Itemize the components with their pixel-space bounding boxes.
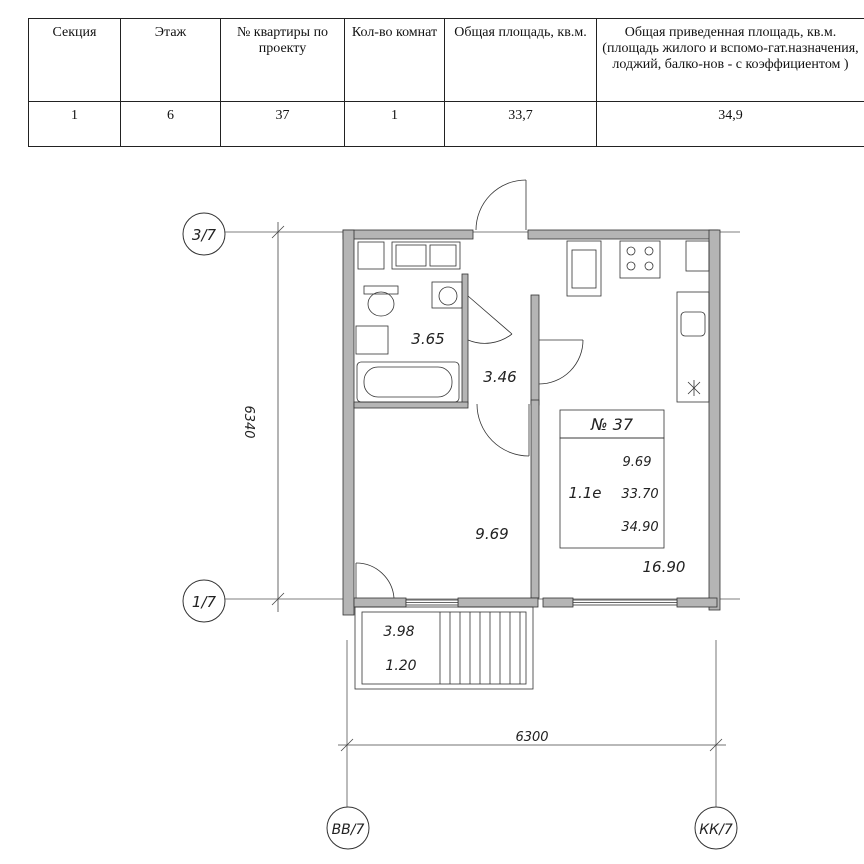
- axis-label-vv-7: ВВ/7: [331, 822, 365, 838]
- room-area-hall: 3.46: [483, 368, 517, 386]
- doors: [356, 180, 583, 598]
- header-apartment-number: № квартиры по проекту: [221, 19, 345, 102]
- axis-marker-bottom-1: [327, 807, 369, 849]
- axis-label-3-7: 3/7: [191, 226, 217, 244]
- apartment-living-area: 9.69: [622, 455, 652, 470]
- apartment-reduced-area: 34.90: [621, 520, 659, 535]
- axis-label-1-7: 1/7: [191, 593, 217, 611]
- value-room-count: 1: [345, 102, 445, 147]
- room-area-bedroom: 9.69: [475, 525, 509, 543]
- header-reduced-area: Общая приведенная площадь, кв.м.(площадь жилого и вспомо-гат.назначения, лоджий, балко-нов - с коэффициентом ): [597, 19, 864, 102]
- axis-marker-top-left: [183, 213, 225, 255]
- dimension-height-label: 6340: [241, 405, 256, 439]
- value-total-area: 33,7: [445, 102, 597, 147]
- axis-label-kk-7: КК/7: [699, 822, 733, 838]
- apartment-number: № 37: [590, 415, 634, 434]
- balcony-area: 3.98: [383, 624, 415, 640]
- kitchen-fixtures: [567, 241, 709, 402]
- dimension-vertical: [272, 222, 284, 612]
- apartment-type: 1.1е: [568, 484, 602, 502]
- apartment-total-area: 33.70: [621, 487, 659, 502]
- axis-marker-bottom-2: [695, 807, 737, 849]
- header-total-area: Общая площадь, кв.м.: [445, 19, 597, 102]
- balcony-coefficient: 1.20: [385, 658, 417, 674]
- header-section: Секция: [29, 19, 121, 102]
- header-floor: Этаж: [121, 19, 221, 102]
- axis-marker-bottom-left: [183, 580, 225, 622]
- value-floor: 6: [121, 102, 221, 147]
- dimension-width-label: 6300: [515, 730, 549, 745]
- value-section: 1: [29, 102, 121, 147]
- balcony: [355, 607, 533, 689]
- windows: [406, 600, 677, 605]
- room-area-kitchen: 16.90: [642, 558, 686, 576]
- room-area-bathroom: 3.65: [411, 330, 445, 348]
- axis-lines: [225, 232, 740, 810]
- header-room-count: Кол-во комнат: [345, 19, 445, 102]
- value-apartment-number: 37: [221, 102, 345, 147]
- bathroom-fixtures: [356, 242, 462, 402]
- value-reduced-area: 34,9: [597, 102, 864, 147]
